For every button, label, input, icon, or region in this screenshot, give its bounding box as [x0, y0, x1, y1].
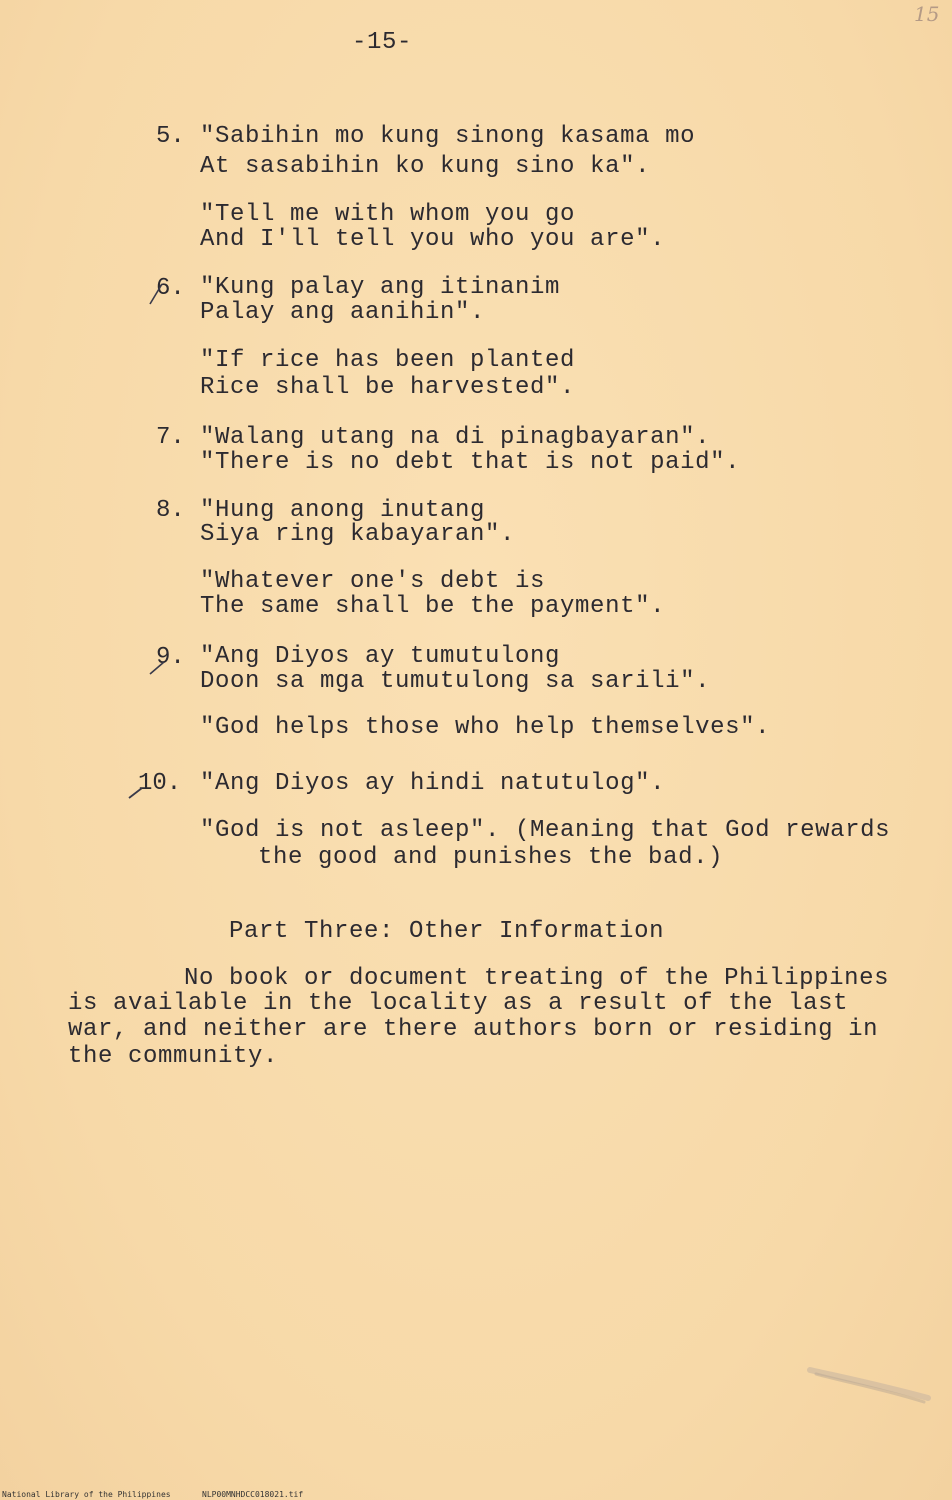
page-number: -15- — [352, 29, 413, 56]
proverb-5-tagalog-line-2: At sasabihin ko kung sino ka". — [200, 153, 651, 180]
proverb-9-english-line-1: "God helps those who help themselves". — [200, 714, 771, 741]
footer-filename: NLP00MNHDCC018021.tif — [202, 1490, 304, 1499]
paragraph-line-1: No book or document treating of the Philippines — [184, 965, 890, 992]
proverb-6-number: 6. — [156, 275, 185, 302]
proverb-10-english-line-1: "God is not asleep". (Meaning that God rewards — [200, 817, 891, 844]
proverb-5-tagalog-line-1: "Sabihin mo kung sinong kasama mo — [200, 123, 696, 150]
proverb-9-number: 9. — [156, 644, 185, 671]
footer-library: National Library of the Philippines — [2, 1490, 171, 1499]
proverb-7-english-line-1: "There is no debt that is not paid". — [200, 449, 741, 476]
section-heading: Part Three: Other Information — [229, 918, 665, 945]
proverb-8-tagalog-line-2: Siya ring kabayaran". — [200, 521, 516, 548]
proverb-10-tagalog-line-1: "Ang Diyos ay hindi natutulog". — [200, 770, 666, 797]
paragraph-line-2: is available in the locality as a result of the last — [68, 990, 849, 1017]
paper-smudge-mark-icon — [806, 1362, 936, 1410]
proverb-8-english-line-2: The same shall be the payment". — [200, 593, 666, 620]
proverb-9-tagalog-line-2: Doon sa mga tumutulong sa sarili". — [200, 668, 711, 695]
proverb-5-english-line-2: And I'll tell you who you are". — [200, 226, 666, 253]
proverb-6-tagalog-line-1: "Kung palay ang itinanim — [200, 274, 561, 301]
proverb-6-english-line-1: "If rice has been planted — [200, 347, 576, 374]
proverb-6-tagalog-line-2: Palay ang aanihin". — [200, 299, 486, 326]
proverb-6-english-line-2: Rice shall be harvested". — [200, 374, 576, 401]
handwritten-page-mark: 15 — [914, 2, 940, 26]
proverb-5-english-line-1: "Tell me with whom you go — [200, 201, 576, 228]
proverb-8-english-line-1: "Whatever one's debt is — [200, 568, 546, 595]
paragraph-line-4: the community. — [68, 1043, 279, 1070]
proverb-5-number: 5. — [156, 123, 185, 150]
proverb-8-tagalog-line-1: "Hung anong inutang — [200, 497, 486, 524]
proverb-7-number: 7. — [156, 424, 185, 451]
proverb-7-tagalog-line-1: "Walang utang na di pinagbayaran". — [200, 424, 711, 451]
proverb-8-number: 8. — [156, 497, 185, 524]
proverb-10-english-line-2: the good and punishes the bad.) — [258, 844, 724, 871]
proverb-10-number: 10. — [138, 770, 182, 797]
paragraph-line-3: war, and neither are there authors born or residing in — [68, 1016, 879, 1043]
proverb-9-tagalog-line-1: "Ang Diyos ay tumutulong — [200, 643, 561, 670]
